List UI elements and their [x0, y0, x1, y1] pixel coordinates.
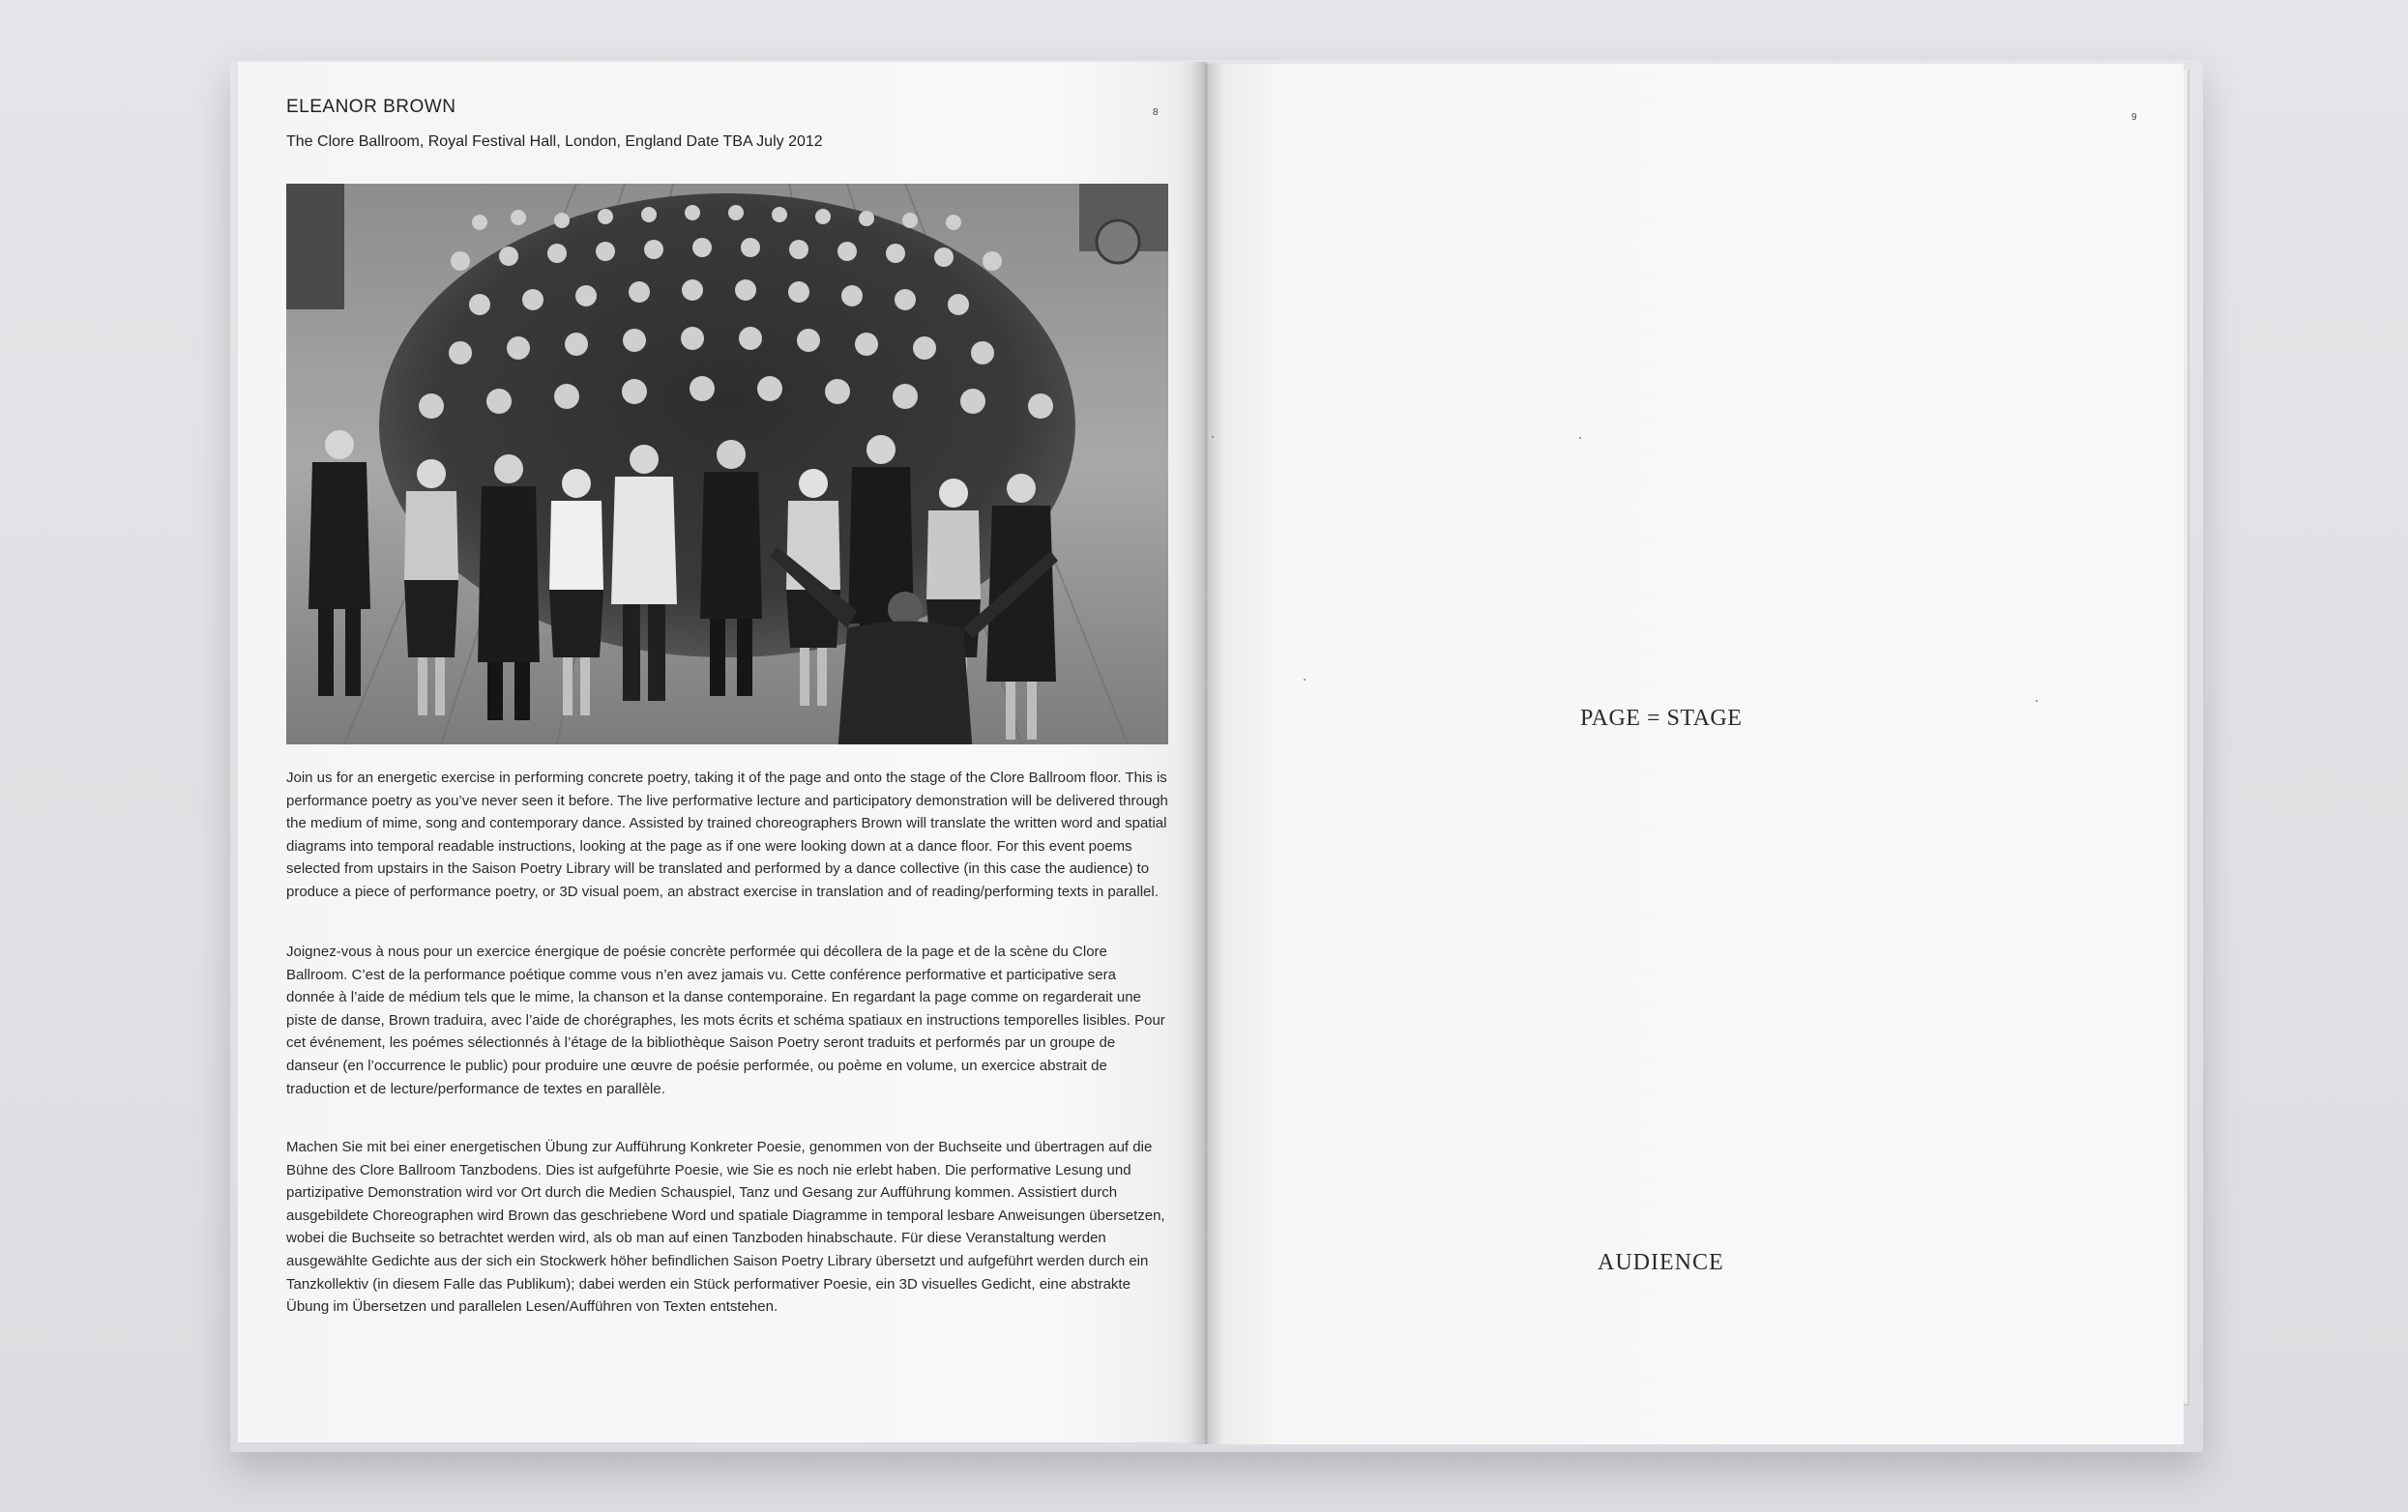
audience-text: AUDIENCE [1598, 1250, 1724, 1275]
page-equals-stage-text: PAGE = STAGE [1580, 706, 1743, 731]
page-number-left: 8 [1153, 107, 1159, 118]
paragraph-french: Joignez-vous à nous pour un exercice énergique de poésie concrète performée qui décollera de la page et de la scène du Clore Ballroom. C’est de la performance poétique comme vous n’en avez jamais vu. Cette conférence performative et participative sera donnée à l’aide de médium tels que le mime, la chanson et la danse contemporaine. En regardant la page comme on regarderait une piste de danse, Brown traduira, avec l’aide de chorégraphes, les mots écrits et schéma spatiaux en instructions temporelles lisibles. Pour cet événement, les poémes sélectionnés à l’étage de la bibliothèque Saison Poetry seront traduits et performés par un groupe de danseur (en l’occurrence le public) pour produire une œuvre de poésie performée, ou poème en volume, un exercice abstrait de traduction et de lecture/performance de textes en parallèle. [286, 944, 1165, 1097]
registration-dot [1579, 437, 1581, 439]
event-venue-date: The Clore Ballroom, Royal Festival Hall, London, England Date TBA July 2012 [286, 133, 823, 150]
group-photo [286, 184, 1168, 744]
group-photo-illustration [286, 184, 1168, 744]
page-number-right: 9 [2131, 112, 2137, 123]
registration-dot [1212, 436, 1214, 438]
paragraph-german: Machen Sie mit bei einer energetischen Übung zur Aufführung Konkreter Poesie, genommen von der Buchseite und übertragen auf die Bühne des Clore Ballroom Tanzbodens. Dies ist aufgeführte Poesie, wie Sie es noch nie erlebt haben. Die performative Lesung und partizipative Demonstration wird vor Ort durch die Medien Schauspiel, Tanz und Gesang zur Aufführung kommen. Assistiert durch ausgebildete Choreographen wird Brown das geschriebene Word und spatiale Diagramme in temporal lesbare Anweisungen übersetzen, wobei die Buchseite so betrachtet werden wird, als ob man auf einen Tanzboden hinabschaute. Für diese Veranstaltung werden ausgewählte Gedichte aus der sich ein Stockwerk höher befindlichen Saison Poetry Library übersetzt und aufgeführt werden durch ein Tanzkollektiv (in diesem Falle das Publikum); dabei werden ein Stück performativer Poesie, ein 3D visuelles Gedicht, eine abstrakte Übung im Übersetzen und parallelen Lesen/Aufführen von Texten entstehen. [286, 1139, 1165, 1316]
paragraph-english: Join us for an energetic exercise in performing concrete poetry, taking it of the page and onto the stage of the Clore Ballroom floor. This is performance poetry as you’ve never seen it before. The live performative lecture and participatory demonstration will be delivered through the medium of mime, song and contemporary dance. Assisted by trained choreographers Brown will translate the written word and spatial diagrams into temporal readable instructions, looking at the page as if one were looking down at a dance floor. For this event poems selected from upstairs in the Saison Poetry Library will be translated and performed by a dance collective (in this case the audience) to produce a piece of performance poetry, or 3D visual poem, an abstract exercise in translation and of reading/performing texts in parallel. [286, 770, 1168, 900]
registration-dot [2036, 700, 2038, 702]
right-page [1205, 64, 2184, 1444]
author-name: ELEANOR BROWN [286, 97, 456, 117]
registration-dot [1304, 679, 1306, 681]
